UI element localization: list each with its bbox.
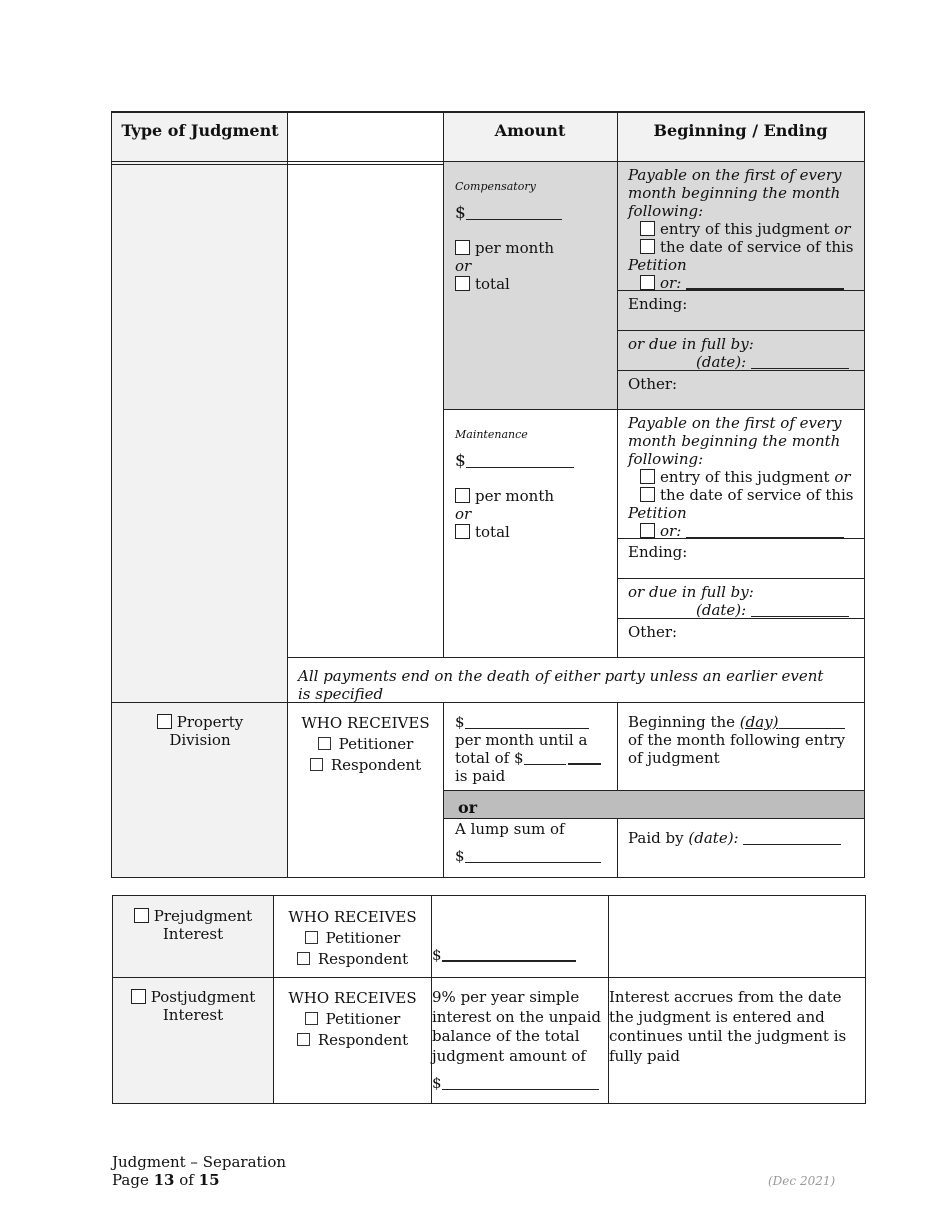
property-who-receives xyxy=(288,713,443,776)
page-number xyxy=(112,1171,286,1189)
payments-end-note: All payments end on the death of either party unless an earlier event is specified xyxy=(298,667,824,703)
interest-text: Interest xyxy=(162,1006,224,1024)
checkbox[interactable] xyxy=(318,737,331,750)
day-label: (day) xyxy=(739,713,779,731)
property-total-field[interactable] xyxy=(455,749,615,767)
due-full-label: or due in full by: xyxy=(628,583,754,601)
page-current: 13 xyxy=(153,1171,175,1189)
checkbox[interactable] xyxy=(297,952,310,965)
accrues-line-1: Interest accrues from the date xyxy=(609,988,842,1006)
rate-line-1: 9% per year simple xyxy=(432,988,580,1006)
paid-by-field[interactable] xyxy=(628,829,841,847)
respondent-label: Respondent xyxy=(317,1031,409,1049)
prejudgment-text: Prejudgment xyxy=(153,907,253,925)
dollar-sign: $ xyxy=(455,451,466,471)
dollar-sign: $ xyxy=(455,713,465,731)
property-division-checkbox[interactable] xyxy=(157,714,172,729)
or-label: or: xyxy=(660,274,682,292)
checkbox[interactable] xyxy=(305,931,318,944)
compensatory-due-full xyxy=(628,335,860,371)
total-of-label: total of $ xyxy=(455,749,524,767)
checkbox[interactable] xyxy=(640,275,655,290)
or-row-bg xyxy=(443,790,864,818)
revision-date: (Dec 2021) xyxy=(768,1174,836,1188)
postjudgment-rate-cell xyxy=(432,988,607,1094)
property-division-label[interactable] xyxy=(112,713,288,749)
postjudgment-accrues-cell xyxy=(609,988,863,1066)
paid-date-label: (date): xyxy=(688,829,739,847)
rate-line-4: judgment amount of xyxy=(432,1046,586,1065)
service-label: the date of service of this xyxy=(660,486,854,504)
due-date-field[interactable] xyxy=(628,353,860,371)
date-label: (date): xyxy=(696,601,747,619)
compensatory-per-month-option[interactable] xyxy=(455,239,610,257)
or-other-option[interactable] xyxy=(628,274,860,292)
paid-by-label: Paid by xyxy=(628,829,684,847)
postjudgment-amount-field[interactable] xyxy=(432,1074,607,1094)
checkbox[interactable] xyxy=(305,1012,318,1025)
due-full-label: or due in full by: xyxy=(628,335,754,353)
maintenance-total-option[interactable] xyxy=(455,523,610,541)
or-text: or xyxy=(834,468,851,486)
checkbox[interactable] xyxy=(640,487,655,502)
entry-label: entry of this judgment xyxy=(660,220,830,238)
prejudgment-who-receives xyxy=(274,907,431,970)
maintenance-ending: Ending: xyxy=(628,543,688,561)
header-amount: Amount xyxy=(494,121,566,140)
checkbox[interactable] xyxy=(455,240,470,255)
header-beginning-ending: Beginning / Ending xyxy=(653,121,828,140)
per-month-label: per month xyxy=(475,487,555,505)
dollar-sign: $ xyxy=(432,1074,442,1092)
payable-text: Payable on the first of every month beginning the month following: xyxy=(628,414,842,468)
checkbox[interactable] xyxy=(310,758,323,771)
maintenance-amount-cell xyxy=(455,428,610,541)
or-other-option[interactable] xyxy=(628,522,860,540)
accrues-line-2: the judgment is entered and xyxy=(609,1007,825,1026)
accrues-line-3: continues until the judgment is xyxy=(609,1027,847,1045)
petition-text: Petition xyxy=(628,504,687,522)
entry-option[interactable] xyxy=(628,220,860,238)
date-label: (date): xyxy=(696,353,747,371)
dollar-sign: $ xyxy=(432,946,442,964)
petitioner-label: Petitioner xyxy=(338,735,414,753)
lump-sum-label: A lump sum of xyxy=(455,820,565,838)
checkbox[interactable] xyxy=(640,239,655,254)
maintenance-per-month-option[interactable] xyxy=(455,487,610,505)
service-option[interactable] xyxy=(628,238,860,256)
month-following-text: of the month following entry xyxy=(628,731,846,749)
compensatory-amount-field[interactable] xyxy=(455,203,610,223)
per-month-label: per month xyxy=(475,239,555,257)
petitioner-label: Petitioner xyxy=(325,1010,401,1028)
who-receives-label: WHO RECEIVES xyxy=(301,714,430,732)
property-amount-cell xyxy=(455,713,615,785)
respondent-label: Respondent xyxy=(317,950,409,968)
respondent-option[interactable] xyxy=(274,1030,431,1051)
rate-line-2: interest on the unpaid xyxy=(432,1007,601,1026)
prejudgment-amount-field[interactable] xyxy=(432,946,576,964)
rate-line-3: balance of the total xyxy=(432,1027,580,1045)
postjudgment-text: Postjudgment xyxy=(150,988,256,1006)
dollar-sign: $ xyxy=(455,847,465,865)
of-word: of xyxy=(179,1171,194,1189)
per-month-until-label: per month until a xyxy=(455,731,588,749)
prejudgment-checkbox[interactable] xyxy=(134,908,149,923)
petitioner-option[interactable] xyxy=(288,734,443,755)
checkbox[interactable] xyxy=(455,276,470,291)
total-label: total xyxy=(475,523,510,541)
division-label: Division xyxy=(169,731,231,749)
petition-text: Petition xyxy=(628,256,687,274)
who-receives-label: WHO RECEIVES xyxy=(288,989,417,1007)
total-label: total xyxy=(475,275,510,293)
interest-text: Interest xyxy=(162,925,224,943)
due-date-field[interactable] xyxy=(628,601,860,619)
property-label: Property xyxy=(176,713,244,731)
petitioner-option[interactable] xyxy=(274,1009,431,1030)
compensatory-ending: Ending: xyxy=(628,295,688,313)
property-or-label: or xyxy=(458,798,478,817)
footer xyxy=(112,1153,286,1189)
lump-sum-field[interactable] xyxy=(455,847,615,865)
respondent-option[interactable] xyxy=(274,949,431,970)
property-lump-sum-cell xyxy=(455,820,615,865)
compensatory-amount-cell xyxy=(455,180,610,293)
property-beginning-cell xyxy=(628,713,860,767)
compensatory-label: Compensatory xyxy=(455,180,536,193)
postjudgment-checkbox[interactable] xyxy=(131,989,146,1004)
page-total: 15 xyxy=(198,1171,220,1189)
page-word: Page xyxy=(112,1171,149,1189)
checkbox[interactable] xyxy=(640,523,655,538)
or-label: or: xyxy=(660,522,682,540)
checkbox[interactable] xyxy=(455,524,470,539)
or-text: or xyxy=(834,220,851,238)
property-monthly-field[interactable] xyxy=(455,713,615,731)
checkbox[interactable] xyxy=(455,488,470,503)
type-column-bg xyxy=(112,112,288,878)
maintenance-beginning-cell xyxy=(628,414,860,540)
service-option[interactable] xyxy=(628,486,860,504)
maintenance-label: Maintenance xyxy=(455,428,528,441)
prejudgment-label[interactable] xyxy=(113,907,273,943)
petitioner-label: Petitioner xyxy=(325,929,401,947)
beginning-day-field[interactable] xyxy=(628,713,860,731)
maintenance-due-full xyxy=(628,583,860,619)
compensatory-beginning-cell xyxy=(628,166,860,292)
of-judgment-text: of judgment xyxy=(628,749,720,767)
respondent-option[interactable] xyxy=(288,755,443,776)
postjudgment-who-receives xyxy=(274,988,431,1051)
form-title: Judgment – Separation xyxy=(112,1153,287,1171)
checkbox[interactable] xyxy=(640,469,655,484)
maintenance-other: Other: xyxy=(628,623,678,641)
entry-label: entry of this judgment xyxy=(660,468,830,486)
maintenance-amount-field[interactable] xyxy=(455,451,610,471)
who-receives-label: WHO RECEIVES xyxy=(288,908,417,926)
respondent-label: Respondent xyxy=(330,756,422,774)
postjudgment-label[interactable] xyxy=(113,988,273,1024)
beginning-the-label: Beginning the xyxy=(628,713,736,731)
dollar-sign: $ xyxy=(455,203,466,223)
payable-text: Payable on the first of every month beginning the month following: xyxy=(628,166,842,220)
or-text: or xyxy=(455,257,472,275)
compensatory-other: Other: xyxy=(628,375,678,393)
checkbox[interactable] xyxy=(297,1033,310,1046)
compensatory-total-option[interactable] xyxy=(455,275,610,293)
checkbox[interactable] xyxy=(640,221,655,236)
entry-option[interactable] xyxy=(628,468,860,486)
accrues-line-4: fully paid xyxy=(609,1046,680,1065)
is-paid-label: is paid xyxy=(455,767,506,785)
petitioner-option[interactable] xyxy=(274,928,431,949)
service-label: the date of service of this xyxy=(660,238,854,256)
header-type-of-judgment: Type of Judgment xyxy=(121,121,279,140)
or-text: or xyxy=(455,505,472,523)
